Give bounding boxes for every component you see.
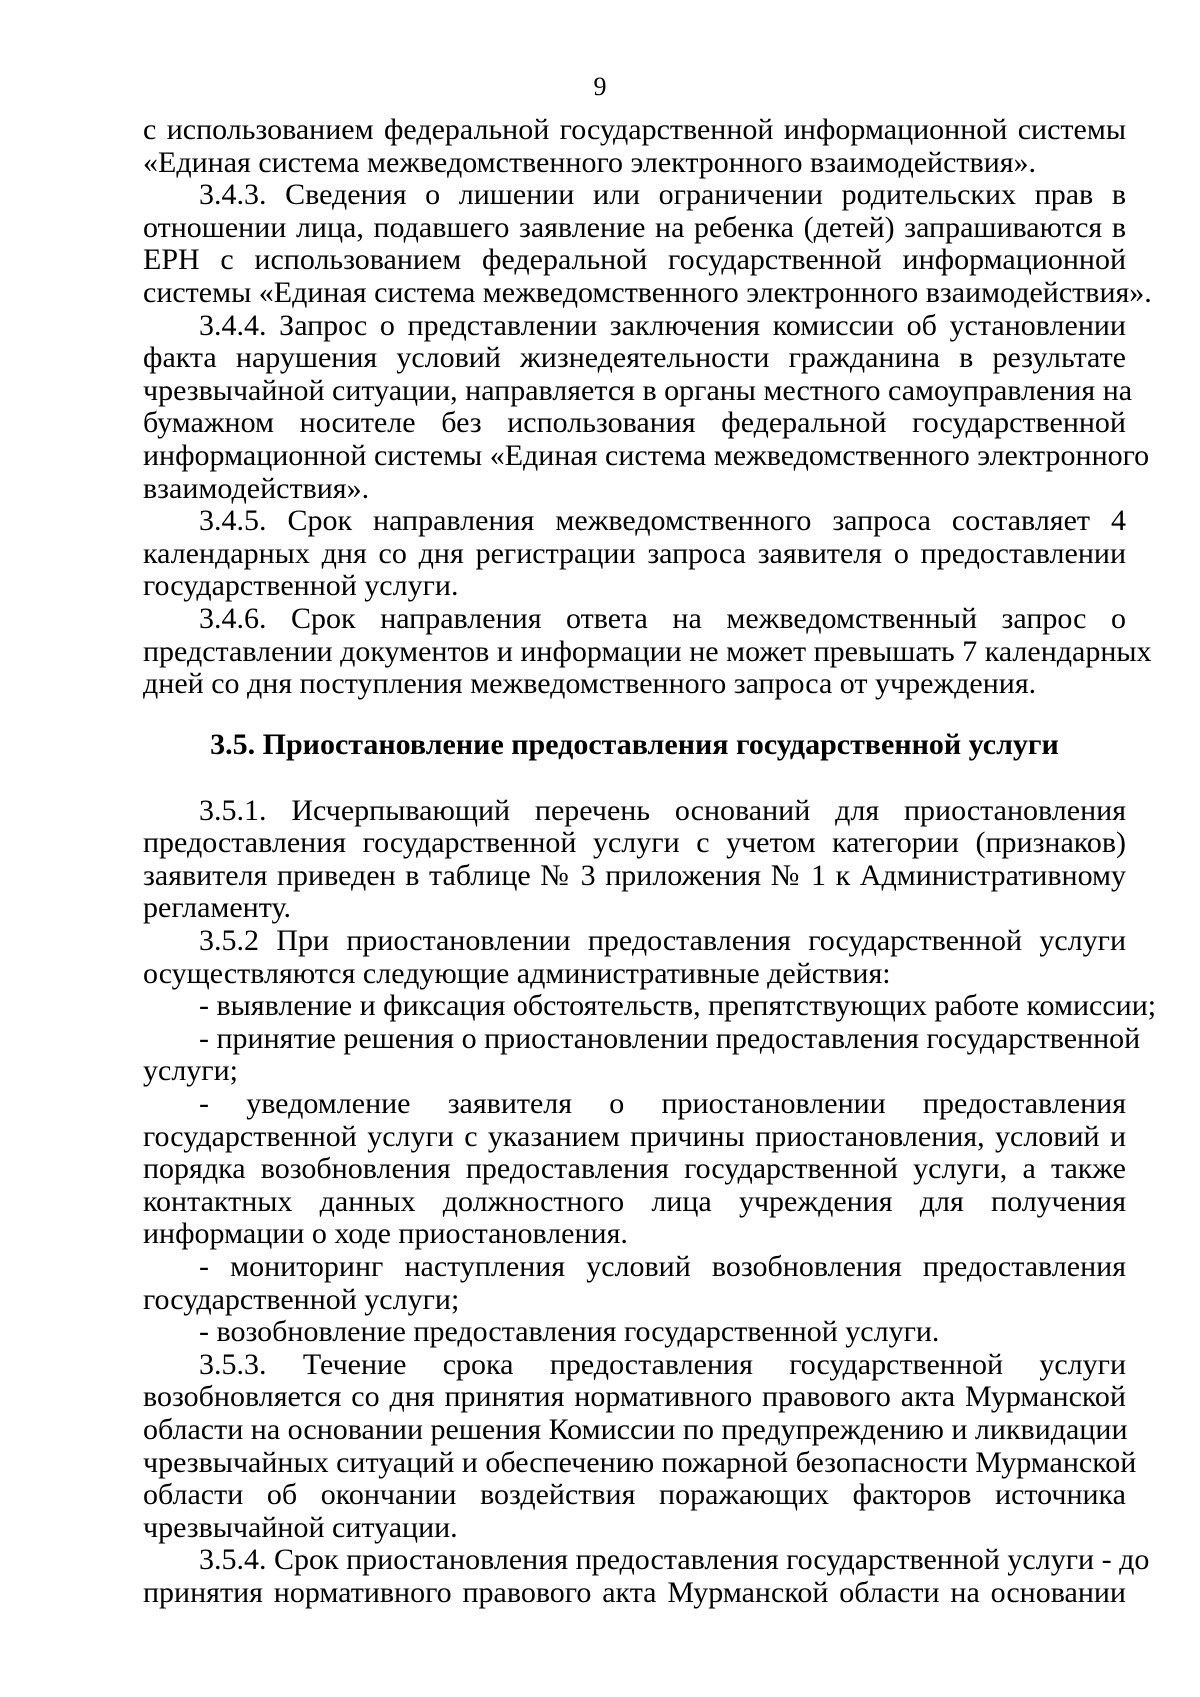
text-line: 3.5.1. Исчерпывающий перечень оснований для приостановления [199, 793, 1126, 827]
text-line: возобновляется со дня принятия нормативного правового акта Мурманской [143, 1380, 1126, 1414]
text-line: контактных данных должностного лица учреждения для получения [143, 1184, 1126, 1218]
text-line: системы «Единая система межведомственного электронного взаимодействия». [143, 275, 1152, 309]
text-line: услуги; [143, 1054, 238, 1088]
text-line: чрезвычайных ситуаций и обеспечению пожарной безопасности Мурманской [143, 1445, 1137, 1479]
text-line: информационной системы «Единая система межведомственного электронного [143, 438, 1150, 472]
paragraphs-section-3-5 [143, 793, 1157, 1610]
text-line: предоставления государственной услуги с учетом категории (признаков) [143, 826, 1126, 860]
text-line: государственной услуги. [143, 569, 459, 603]
text-line: - уведомление заявителя о приостановлении предоставления [199, 1087, 1126, 1121]
text-line: регламенту. [143, 891, 291, 925]
text-line: области об окончании воздействия поражающих факторов источника [143, 1478, 1126, 1512]
text-line: «Единая система межведомственного электронного взаимодействия». [143, 145, 1037, 179]
text-line: факта нарушения условий жизнедеятельности гражданина в результате [143, 341, 1126, 375]
text-line: 3.5.4. Срок приостановления предоставления государственной услуги - до [199, 1543, 1150, 1577]
text-line: 3.4.4. Запрос о представлении заключения комиссии об установлении [199, 308, 1126, 342]
text-line: 3.4.3. Сведения о лишении или ограничении родительских прав в [199, 178, 1126, 212]
text-line: чрезвычайной ситуации, направляется в органы местного самоуправления на [143, 373, 1133, 407]
text-line: - мониторинг наступления условий возобновления предоставления [199, 1250, 1126, 1283]
text-line: взаимодействия». [143, 471, 370, 505]
document-body [143, 113, 1157, 1610]
text-line: 3.4.5. Срок направления межведомственного запроса составляет 4 [199, 504, 1126, 538]
text-line: представлении документов и информации не может превышать 7 календарных [143, 634, 1152, 668]
text-line: отношении лица, подавшего заявление на ребенка (детей) запрашиваются в [143, 210, 1126, 244]
paragraphs-section-3-4 [143, 113, 1152, 701]
text-line: с использованием федеральной государственной информационной системы [143, 113, 1126, 146]
text-line: бумажном носителе без использования федеральной государственной [143, 406, 1126, 440]
text-line: 3.4.6. Срок направления ответа на межведомственный запрос о [199, 601, 1126, 635]
text-line: порядка возобновления предоставления государственной услуги, а также [143, 1152, 1126, 1186]
text-line: принятия нормативного правового акта Мурманской области на основании [143, 1575, 1126, 1609]
page-number: 9 [593, 72, 607, 101]
text-line: чрезвычайной ситуации. [143, 1510, 458, 1544]
text-line: государственной услуги; [143, 1282, 460, 1316]
text-line: заявителя приведен в таблице № 3 приложения № 1 к Административному [143, 858, 1126, 892]
text-line: 3.5.2 При приостановлении предоставления государственной услуги [199, 924, 1126, 958]
text-line: ЕРН с использованием федеральной государственной информационной [143, 243, 1126, 277]
text-line: - возобновление предоставления государственной услуги. [199, 1315, 940, 1349]
text-line: области на основании решения Комиссии по предупреждению и ликвидации [143, 1412, 1128, 1446]
text-line: осуществляются следующие административные действия: [143, 956, 891, 990]
text-line: государственной услуги с указанием причины приостановления, условий и [143, 1119, 1126, 1153]
section-heading: 3.5. Приостановление предоставления государственной услуги [210, 727, 1059, 761]
text-line: дней со дня поступления межведомственного запроса от учреждения. [143, 667, 1037, 701]
text-line: - принятие решения о приостановлении предоставления государственной [199, 1021, 1141, 1055]
text-line: - выявление и фиксация обстоятельств, препятствующих работе комиссии; [199, 989, 1157, 1023]
text-line: 3.5.3. Течение срока предоставления государственной услуги [199, 1347, 1126, 1381]
text-line: календарных дня со дня регистрации запроса заявителя о предоставлении [143, 536, 1126, 570]
text-line: информации о ходе приостановления. [143, 1217, 628, 1251]
